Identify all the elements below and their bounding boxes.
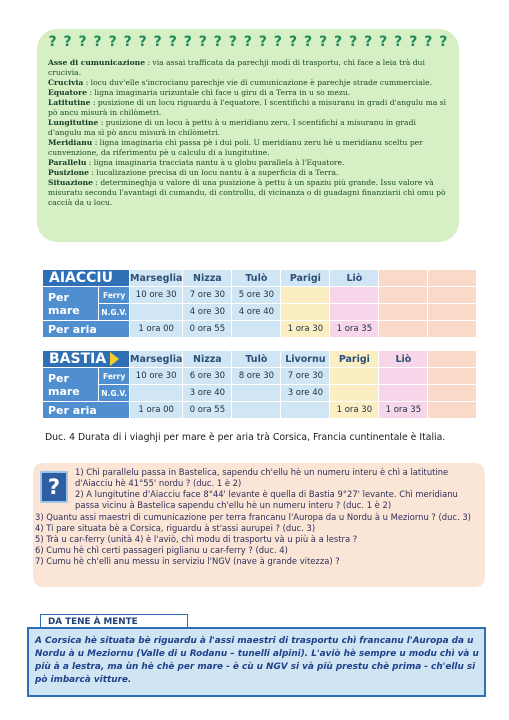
per-aria-label: Per aria (43, 321, 129, 337)
destination-header: Livornu (281, 351, 329, 367)
empty-cell (428, 287, 476, 303)
question-line: 7) Cumu hè ch'elli anu messu in serviziu l'NGV (nave à grande vitezza) ? (35, 556, 340, 566)
empty-cell (379, 304, 427, 320)
per-mare-label: Per mare (43, 368, 98, 401)
destination-header: Tulò (232, 270, 280, 286)
glossary-entry (48, 78, 448, 88)
glossary-definition: : via assai trafficata da parechji modi di trasportu, chì face a leia trà dui crucivia. (48, 58, 425, 77)
remember-title: DA TENE À MENTE (40, 614, 188, 628)
glossary-term: Situazione (48, 178, 93, 187)
question-mark-row (47, 34, 449, 50)
empty-cell (379, 321, 427, 337)
per-mare-label: Per mare (43, 287, 98, 320)
glossary-entry (48, 58, 448, 78)
glossary-entry (48, 178, 448, 208)
ferry-cell: 10 ore 30 (130, 368, 182, 384)
empty-cell (428, 368, 476, 384)
ferry-cell (330, 287, 378, 303)
ferry-cell (330, 368, 378, 384)
glossary-entry (48, 118, 448, 138)
aria-cell (232, 321, 280, 337)
glossary-entry (48, 138, 448, 158)
question-line: 5) Trà u car-ferry (unità 4) è l'aviò, chì modu di trasportu và u più à a lestra ? (35, 534, 358, 544)
empty-cell (428, 402, 476, 418)
question-line: 4) Ti pare situata bè a Corsica, riguardu à st'assi aurupei ? (duc. 3) (35, 523, 316, 533)
question-mark-icon: ? (319, 34, 328, 50)
glossary-term: Pusizione (48, 168, 90, 177)
empty-cell (379, 270, 427, 286)
glossary-term: Equatore (48, 88, 87, 97)
ngv-label: N.G.V. (99, 304, 129, 320)
destination-header: Tulò (232, 351, 280, 367)
questions-box (33, 463, 485, 587)
ferry-cell: 8 ore 30 (232, 368, 280, 384)
destination-header: Nizza (183, 270, 231, 286)
glossary-entry (48, 168, 448, 178)
aria-cell (281, 402, 329, 418)
aria-cell: 1 ora 30 (281, 321, 329, 337)
aria-cell: 1 ora 35 (379, 402, 427, 418)
question-mark-icon: ? (168, 34, 177, 50)
glossary-definition: : lucalizazione precisa di un locu nantu à a superficia di a Terra. (89, 168, 339, 177)
empty-cell (428, 351, 476, 367)
remember-box (27, 627, 486, 697)
glossary-definition: : pusizione di un locu riguardu à l'equatore. I scentifichi a misuranu in gradi d'angulu ma sì pò ancu misurà in chilòmetri. (48, 98, 447, 117)
ferry-label: Ferry (99, 368, 129, 384)
ferry-cell: 5 ore 30 (232, 287, 280, 303)
aria-cell: 1 ora 00 (130, 321, 182, 337)
question-line: passa vicinu à Bastelica sapendu ch'ellu hè un numeru interu ? (duc. 1 è 2) (75, 500, 392, 510)
empty-cell (428, 304, 476, 320)
question-line: 3) Quantu assi maestri di cumunicazione per terra francanu l'Auropa da u Nordu à u Meziornu ? (duc. 3) (35, 512, 471, 522)
ngv-cell (130, 385, 182, 401)
question-mark-icon: ? (364, 34, 373, 50)
glossary-term: Meridianu (48, 138, 93, 147)
question-mark-icon: ? (228, 34, 237, 50)
empty-cell (428, 385, 476, 401)
ferry-cell: 7 ore 30 (281, 368, 329, 384)
ferry-cell (379, 368, 427, 384)
ngv-cell: 4 ore 30 (183, 304, 231, 320)
glossary-term: Crucivia (48, 78, 84, 87)
question-mark-icon: ? (334, 34, 343, 50)
ngv-cell: 4 ore 40 (232, 304, 280, 320)
question-mark-icon: ? (439, 34, 448, 50)
ngv-cell: 3 ore 40 (281, 385, 329, 401)
question-mark-icon: ? (123, 34, 132, 50)
glossary-definition: : ligna imaginaria urizuntale chì face u giru di a Terra in u so mezu. (86, 88, 351, 97)
ferry-label: Ferry (99, 287, 129, 303)
empty-cell (428, 270, 476, 286)
glossary-entry (48, 88, 448, 98)
ngv-label: N.G.V. (99, 385, 129, 401)
destination-header: Parigi (281, 270, 329, 286)
glossary-definition: : determineghja u valore di una pusizione à pettu à un spaziu più grande. Issu valore và misuratu secondu l'avantagi di cumandu, di controllu, di vicinanza o di guadagni finanziarii chì omu pò caccià da u locu. (48, 178, 446, 207)
question-mark-icon: ? (394, 34, 403, 50)
destination-header: Marseglia (130, 351, 182, 367)
question-list (33, 467, 483, 567)
destination-header: Liò (379, 351, 427, 367)
ngv-cell (281, 304, 329, 320)
ferry-cell: 7 ore 30 (183, 287, 231, 303)
aria-cell: 0 ora 55 (183, 321, 231, 337)
per-aria-label: Per aria (43, 402, 129, 418)
question-mark-icon: ? (63, 34, 72, 50)
question-icon: ? (40, 471, 68, 503)
glossary-definition: : ligna imaginaria chì passa pè i dui poli. U meridianu zeru hè u meridianu sceltu per cunvenzione, da riferimentu pè u calculu di a lungitutine. (48, 138, 423, 157)
question-mark-icon: ? (153, 34, 162, 50)
glossary-text (48, 58, 448, 208)
question-mark-icon: ? (243, 34, 252, 50)
table-city-header: AIACCIU (43, 270, 129, 286)
question-line: 2) A lungitutine d'Aiacciu face 8°44' levante è quella di Bastia 9°27' levante. Chì meridianu (75, 489, 458, 499)
glossary-definition: : ligna imaginaria tracciata nantu à u globu parallela à l'Equatore. (86, 158, 345, 167)
ngv-cell (232, 385, 280, 401)
glossary-entry (48, 158, 448, 168)
question-mark-icon: ? (48, 34, 57, 50)
table-caption: Duc. 4 Durata di i viaghji per mare è per aria trà Corsica, Francia cuntinentale è Italia. (45, 432, 446, 443)
glossary-term: Lungitutine (48, 118, 99, 127)
ferry-cell: 6 ore 30 (183, 368, 231, 384)
question-mark-icon: ? (138, 34, 147, 50)
question-mark-icon: ? (379, 34, 388, 50)
question-mark-icon: ? (213, 34, 222, 50)
table-city-header (43, 351, 129, 367)
glossary-term: Latitutine (48, 98, 91, 107)
remember-text: A Corsica hè situata bè riguardu à l'assi maestri di trasportu chì francanu l'Auropa da u Nordu à u Meziornu (Valle di u Rodanu – tunelli alpini). L'aviò hè sempre u modu chì và u più à a lestra, ma ùn hè chè per mare - è cù u NGV si và più prestu chè prima - ch'ellu si pò imbarcà vitture. (35, 636, 479, 685)
ngv-cell (379, 385, 427, 401)
question-mark-icon: ? (303, 34, 313, 50)
ngv-cell (130, 304, 182, 320)
aria-cell (232, 402, 280, 418)
question-line: d'Aiacciu hè 41°55' nordu ? (duc. 1 è 2) (75, 478, 242, 488)
empty-cell (428, 321, 476, 337)
glossary-box (37, 29, 459, 242)
question-line: 1) Chì parallelu passa in Bastelica, sapendu ch'ellu hè un numeru interu è chì a latitutine (75, 467, 449, 477)
aria-cell: 0 ora 55 (183, 402, 231, 418)
question-mark-icon: ? (273, 34, 283, 50)
question-mark-icon: ? (258, 34, 267, 50)
glossary-term: Parallelu (48, 158, 87, 167)
ngv-cell: 3 ore 40 (183, 385, 231, 401)
question-mark-icon: ? (108, 34, 117, 50)
arrow-icon (110, 352, 119, 366)
destination-header: Marseglia (130, 270, 182, 286)
glossary-definition: : pusizione di un locu à pettu à u meridianu zeru. I scentifichi a misuranu in gradi d'angulu ma sì pò ancu misurà in chilòmetri. (48, 118, 416, 137)
aria-cell: 1 ora 00 (130, 402, 182, 418)
ferry-cell (281, 287, 329, 303)
question-mark-icon: ? (409, 34, 418, 50)
question-mark-icon: ? (349, 34, 358, 50)
bastia-travel-table (42, 350, 477, 419)
destination-header: Nizza (183, 351, 231, 367)
question-line: 6) Cumu hè chì certi passageri piglianu u car-ferry ? (duc. 4) (35, 545, 288, 555)
glossary-definition: : locu duv'elle s'incrocianu parechje vie di cumunicazione è parechje strade cummerciale. (83, 78, 433, 87)
empty-cell (379, 287, 427, 303)
glossary-term: Asse di cumunicazione (48, 58, 146, 67)
question-mark-icon: ? (288, 34, 298, 50)
ferry-cell: 10 ore 30 (130, 287, 182, 303)
question-mark-icon: ? (183, 34, 192, 50)
question-mark-icon: ? (93, 34, 102, 50)
ngv-cell (330, 385, 378, 401)
table-city-name: BASTIA (49, 351, 107, 367)
aria-cell: 1 ora 30 (330, 402, 378, 418)
ajaccio-travel-table (42, 269, 477, 338)
glossary-entry (48, 98, 448, 118)
ngv-cell (330, 304, 378, 320)
destination-header: Parigi (330, 351, 378, 367)
destination-header: Liò (330, 270, 378, 286)
question-mark-icon: ? (424, 34, 433, 50)
question-mark-icon: ? (78, 34, 87, 50)
question-mark-icon: ? (198, 34, 207, 50)
aria-cell: 1 ora 35 (330, 321, 378, 337)
